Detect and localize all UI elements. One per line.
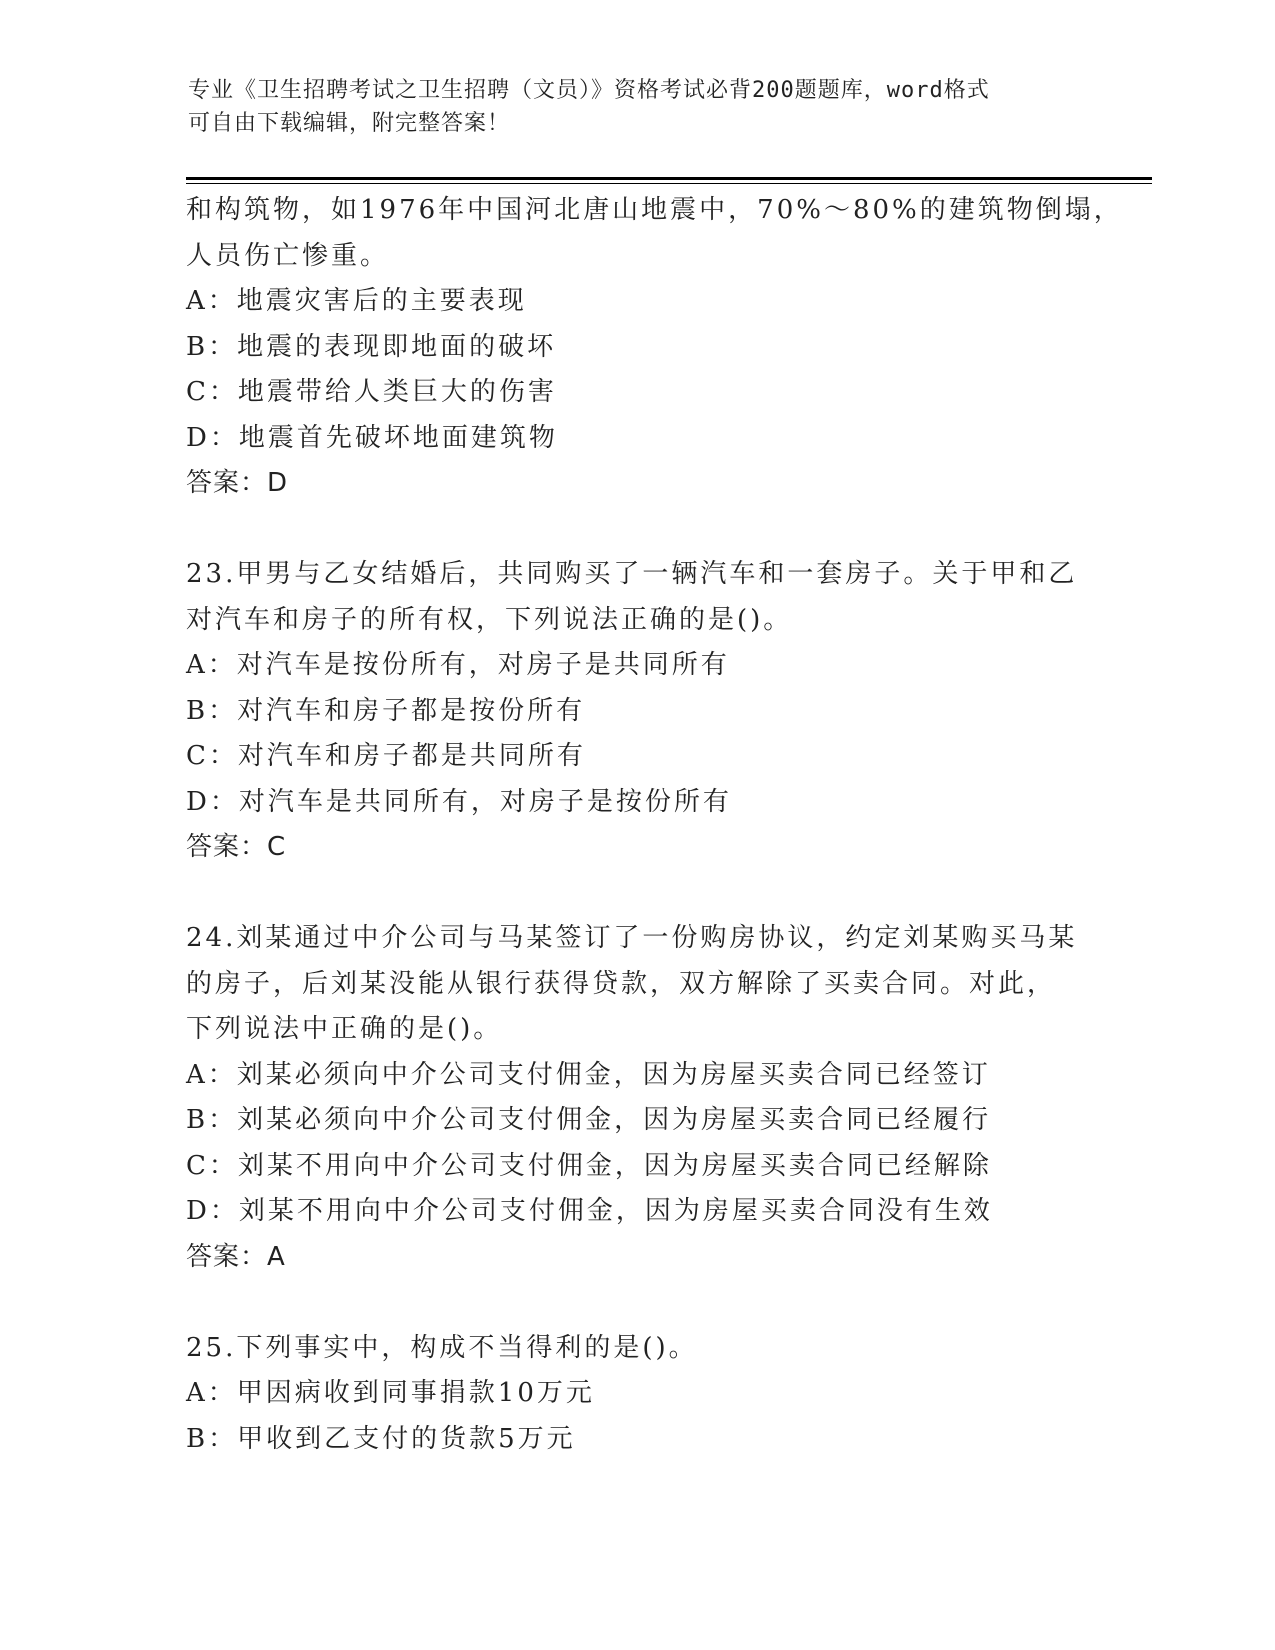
question-stem-line: 对汽车和房子的所有权，下列说法正确的是()。 — [186, 604, 793, 635]
question-stem-line: 人员伤亡惨重。 — [186, 240, 390, 271]
option-c: C：地震带给人类巨大的伤害 — [186, 377, 557, 407]
question-stem-line: 24.刘某通过中介公司与马某签订了一份购房协议，约定刘某购买马某 — [186, 923, 1078, 953]
header-line-1: 专业《卫生招聘考试之卫生招聘（文员）》资格考试必背200题题库，word格式 — [188, 78, 990, 103]
option-d: D：对汽车是共同所有，对房子是按份所有 — [186, 786, 732, 817]
option-d: D：地震首先破坏地面建筑物 — [186, 422, 558, 453]
question-24 — [186, 916, 1106, 1280]
answer-line: 答案：D — [186, 468, 289, 498]
header-line-2: 可自由下载编辑，附完整答案！ — [188, 111, 511, 136]
question-23 — [186, 552, 1106, 871]
option-a: A：甲因病收到同事捐款10万元 — [186, 1378, 595, 1408]
spacer — [186, 507, 1106, 553]
option-d: D：刘某不用向中介公司支付佣金，因为房屋买卖合同没有生效 — [186, 1196, 993, 1226]
question-25 — [186, 1326, 1106, 1463]
question-stem-line: 的房子，后刘某没能从银行获得贷款，双方解除了买卖合同。对此， — [186, 968, 1057, 999]
answer-line: 答案：A — [186, 1241, 286, 1272]
spacer — [186, 1280, 1106, 1326]
answer-line: 答案：C — [186, 832, 287, 862]
spacer — [186, 871, 1106, 917]
option-b: B：地震的表现即地面的破坏 — [186, 331, 557, 362]
question-22-continued — [186, 188, 1123, 507]
option-c: C：对汽车和房子都是共同所有 — [186, 741, 586, 771]
option-a: A：对汽车是按份所有，对房子是共同所有 — [186, 650, 730, 680]
question-content — [186, 188, 1123, 1462]
option-b: B：甲收到乙支付的货款5万元 — [186, 1423, 576, 1454]
header-rule-thick — [186, 177, 1152, 180]
option-a: A：地震灾害后的主要表现 — [186, 286, 527, 316]
option-c: C：刘某不用向中介公司支付佣金，因为房屋买卖合同已经解除 — [186, 1150, 992, 1181]
question-stem-line: 和构筑物，如1976年中国河北唐山地震中，70%～80%的建筑物倒塌， — [186, 195, 1123, 225]
question-stem-line: 25.下列事实中，构成不当得利的是()。 — [186, 1332, 698, 1363]
option-b: B：对汽车和房子都是按份所有 — [186, 695, 586, 726]
option-a: A：刘某必须向中介公司支付佣金，因为房屋买卖合同已经签订 — [186, 1059, 991, 1090]
option-b: B：刘某必须向中介公司支付佣金，因为房屋买卖合同已经履行 — [186, 1105, 992, 1135]
page-header — [188, 74, 1088, 140]
question-stem-line: 下列说法中正确的是()。 — [186, 1014, 503, 1044]
header-rule-thin — [186, 183, 1152, 184]
question-stem-line: 23.甲男与乙女结婚后，共同购买了一辆汽车和一套房子。关于甲和乙 — [186, 559, 1078, 589]
